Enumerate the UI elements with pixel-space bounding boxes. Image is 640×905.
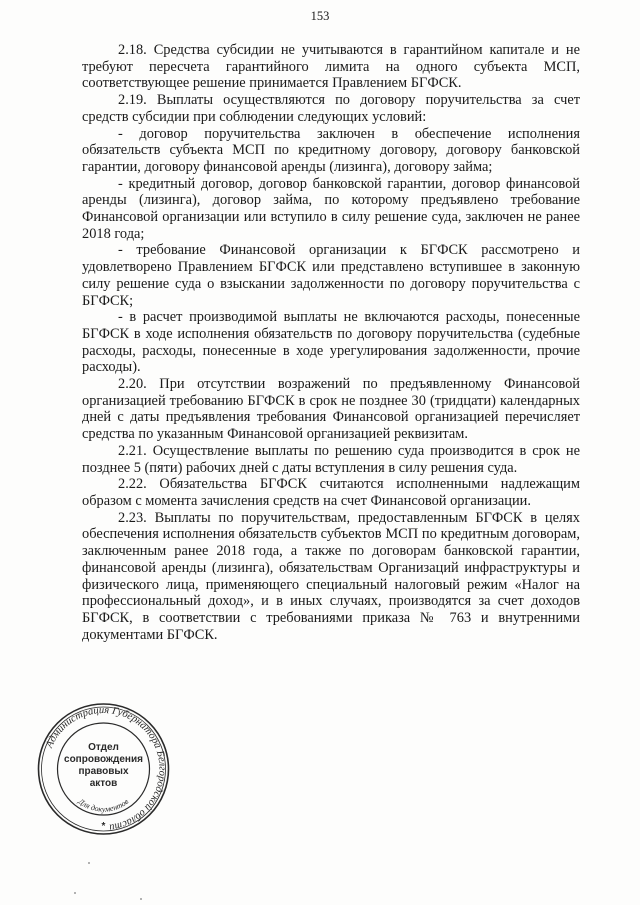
paragraph-2-19: 2.19. Выплаты осуществляются по договору поручительства за счет средств субсидии при соблюдении следующих условий:: [82, 92, 580, 125]
paragraph-2-21: 2.21. Осуществление выплаты по решению суда производится в срок не позднее 5 (пяти) рабочих дней с даты вступления в силу решения суда.: [82, 442, 580, 476]
condition-item-4: - в расчет производимой выплаты не включаются расходы, понесенные БГФСК в ходе исполнения обязательств по договору поручительства (судебные расходы, расходы, понесенные в ходе урегулирования задолженности, прочие расходы).: [82, 309, 580, 376]
paragraph-2-18: 2.18. Средства субсидии не учитываются в гарантийном капитале и не требуют пересчета гарантийного лимита на одного субъекта МСП, соответствующее решение принимается Правлением БГФСК.: [82, 42, 580, 92]
paragraph-2-20: 2.20. При отсутствии возражений по предъявленному Финансовой организацией требованию БГФСК в срок не позднее 30 (тридцати) календарных дней с даты предъявления требования Финансовой организацией перечисляет средства по указанным Финансовой организацией реквизитам.: [82, 376, 580, 443]
condition-item-2: - кредитный договор, договор банковской гарантии, договор финансовой аренды (лизинга), договор займа, по которому предъявлено требование Финансовой организации или вступило в силу решение суда, заключен не ранее 2018 года;: [82, 175, 580, 242]
stamp-seal-icon: [36, 700, 171, 838]
official-stamp: [36, 700, 171, 838]
paragraph-2-22: 2.22. Обязательства БГФСК считаются исполненными надлежащим образом с момента зачисления средств на счет Финансовой организации.: [82, 476, 580, 509]
scan-speck: [74, 892, 76, 894]
stamp-outer-textpath: Администрация Губернатора Белгородской области: [44, 704, 168, 833]
stamp-center-line-2: сопровождения: [64, 754, 143, 765]
condition-item-3: - требование Финансовой организации к БГФСК рассмотрено и удовлетворено Правлением БГФСК или представлено вступившее в законную силу решение суда о взыскании задолженности по договору поручительства с БГФСК;: [82, 242, 580, 309]
stamp-inner-textpath: Для документов: [76, 796, 131, 814]
scan-speck: [88, 862, 90, 864]
stamp-center-line-1: Отдел: [88, 742, 119, 753]
document-body: [82, 42, 580, 643]
stamp-center-line-3: правовых: [78, 766, 129, 777]
page-number: 153: [310, 9, 330, 23]
condition-item-1: - договор поручительства заключен в обеспечение исполнения обязательств субъекта МСП по кредитному договору, договору банковской гарантии, договору финансовой аренды (лизинга), договору займа;: [82, 125, 580, 175]
scan-speck: [140, 898, 142, 900]
stamp-star: *: [101, 821, 106, 832]
stamp-center-line-4: актов: [89, 778, 118, 789]
paragraph-2-23: 2.23. Выплаты по поручительствам, предоставленным БГФСК в целях обеспечения исполнения обязательств субъектов МСП по кредитным договорам, заключенным ранее 2018 года, а также по договорам банковской гарантии, финансовой аренды (лизинга), обязательствам Организаций инфраструктуры и физического лица, применяющего специальный налоговый режим «Налог на профессиональный доход», и в иных случаях, производятся за счет доходов БГФСК, в соответствии с требованиями приказа № 763 и внутренними документами БГФСК.: [82, 509, 580, 643]
